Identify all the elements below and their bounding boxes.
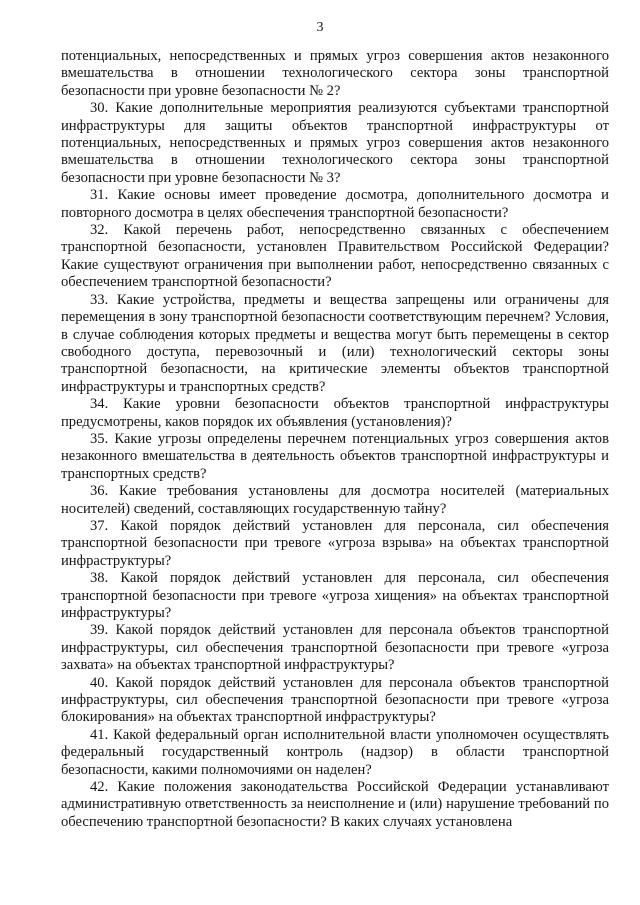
page-number: 3 — [316, 20, 324, 35]
question-30: 30. Какие дополнительные мероприятия реализуются субъектами транспортной инфраструктуры для защиты объектов транспортной инфраструктуры от потенциальных, непосредственных и прямых угроз совершения актов незаконного вмешательства в отношении технологического сектора зоны транспортной безопасности при уровне безопасности № 3? — [61, 100, 609, 186]
question-32: 32. Какой перечень работ, непосредственно связанных с обеспечением транспортной безопасности, установлен Правительством Российской Федерации? Какие существуют ограничения при выполнении работ, непосредственно связанных с обеспечением транспортной безопасности? — [61, 222, 609, 291]
question-34: 34. Какие уровни безопасности объектов транспортной инфраструктуры предусмотрены, каков порядок их объявления (установления)? — [61, 396, 609, 430]
paragraph-continuation: потенциальных, непосредственных и прямых угроз совершения актов незаконного вмешательства в отношении технологического сектора зоны транспортной безопасности при уровне безопасности № 2? — [61, 48, 609, 99]
question-35: 35. Какие угрозы определены перечнем потенциальных угроз совершения актов незаконного вмешательства в деятельность объектов транспортной инфраструктуры и транспортных средств? — [61, 430, 609, 482]
question-38: 38. Какой порядок действий установлен для персонала, сил обеспечения транспортной безопасности при тревоге «угроза хищения» на объектах транспортной инфраструктуры? — [61, 570, 609, 621]
question-42: 42. Какие положения законодательства Российской Федерации устанавливают административную ответственность за неисполнение и (или) нарушение требований по обеспечению транспортной безопасности? В каких случаях установлена — [61, 779, 609, 830]
question-39: 39. Какой порядок действий установлен для персонала объектов транспортной инфраструктуры, сил обеспечения транспортной безопасности при тревоге «угроза захвата» на объектах транспортной инфраструктуры? — [61, 622, 609, 674]
question-31: 31. Какие основы имеет проведение досмотра, дополнительного досмотра и повторного досмотра в целях обеспечения транспортной безопасности? — [61, 187, 609, 221]
question-33: 33. Какие устройства, предметы и вещества запрещены или ограничены для перемещения в зону транспортной безопасности соответствующим перечнем? Условия, в случае соблюдения которых предметы и вещества могут быть перемещены в сектор свободного доступа, перевозочный и (или) технологический секторы зоны транспортной безопасности, на критические элементы объектов транспортной инфраструктуры и транспортных средств? — [61, 291, 609, 395]
question-41: 41. Какой федеральный орган исполнительной власти уполномочен осуществлять федеральный государственный контроль (надзор) в области транспортной безопасности, какими полномочиями он наделен? — [61, 726, 609, 778]
document-body — [61, 48, 609, 831]
question-40: 40. Какой порядок действий установлен для персонала объектов транспортной инфраструктуры, сил обеспечения транспортной безопасности при тревоге «угроза блокирования» на объектах транспортной инфраструктуры? — [61, 674, 609, 726]
question-36: 36. Какие требования установлены для досмотра носителей (материальных носителей) сведений, составляющих государственную тайну? — [61, 483, 609, 517]
question-37: 37. Какой порядок действий установлен для персонала, сил обеспечения транспортной безопасности при тревоге «угроза взрыва» на объектах транспортной инфраструктуры? — [61, 517, 609, 569]
